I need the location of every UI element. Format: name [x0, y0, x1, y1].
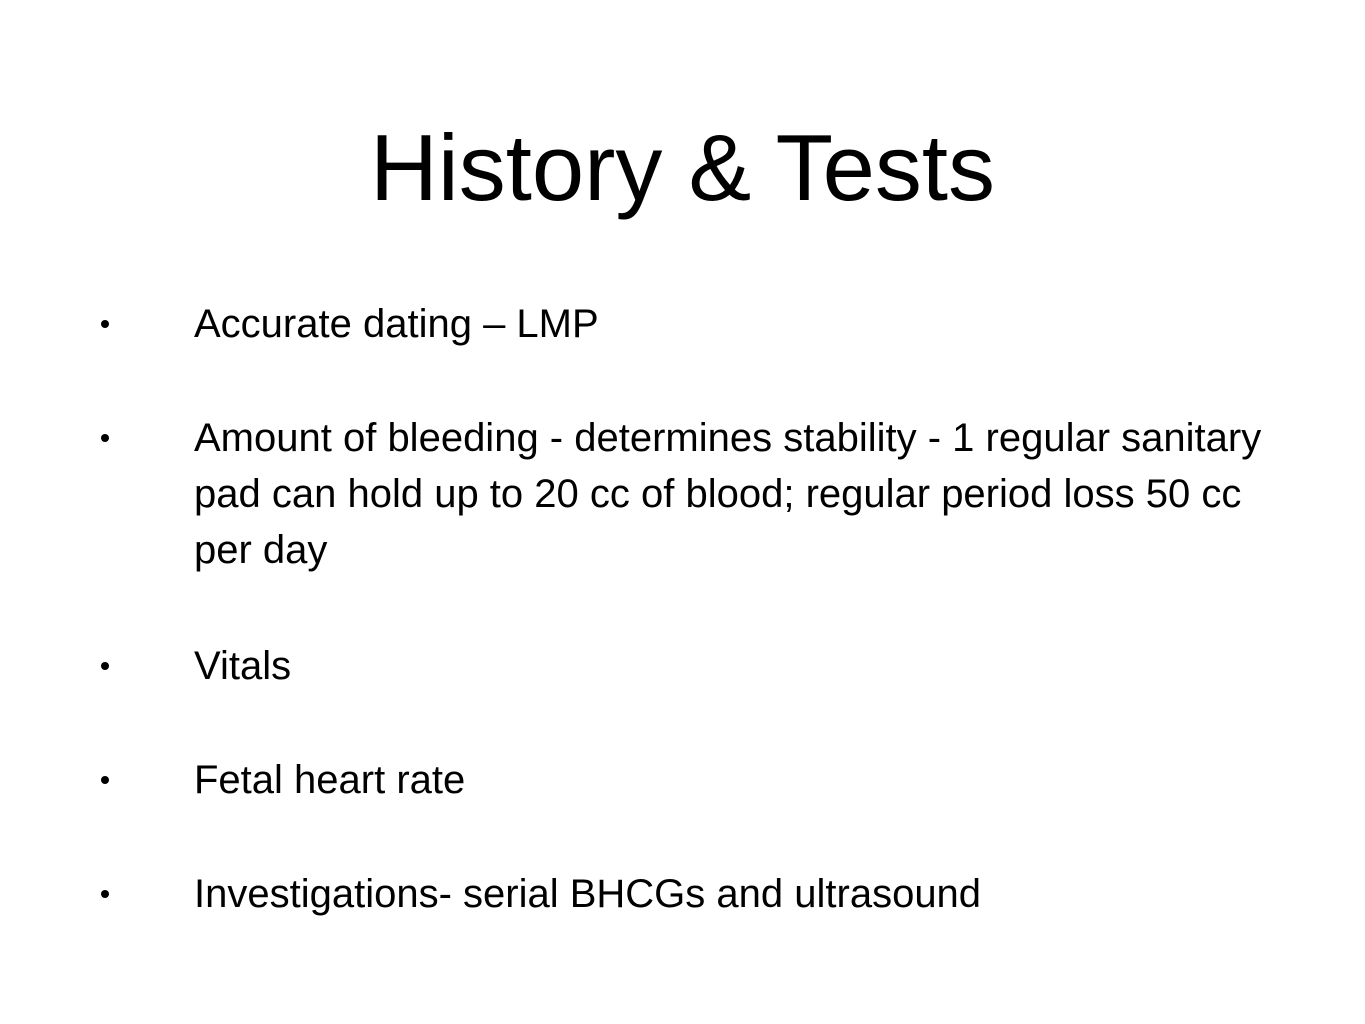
bullet-icon [101, 662, 109, 670]
bullet-text: Investigations- serial BHCGs and ultrasound [194, 872, 982, 916]
bullet-icon [101, 320, 109, 328]
bullet-icon [101, 776, 109, 784]
bullet-icon [101, 434, 109, 442]
bullet-icon [101, 890, 109, 898]
bullet-text: Fetal heart rate [194, 758, 466, 802]
bullet-text: Amount of bleeding - determines stability - 1 regular sanitary pad can hold up to 20 cc of blood; regular period loss 50 cc per day [194, 416, 1262, 572]
bullet-text: Accurate dating – LMP [194, 302, 599, 346]
bullet-text: Vitals [194, 644, 292, 688]
slide-title: History & Tests [369, 115, 996, 220]
